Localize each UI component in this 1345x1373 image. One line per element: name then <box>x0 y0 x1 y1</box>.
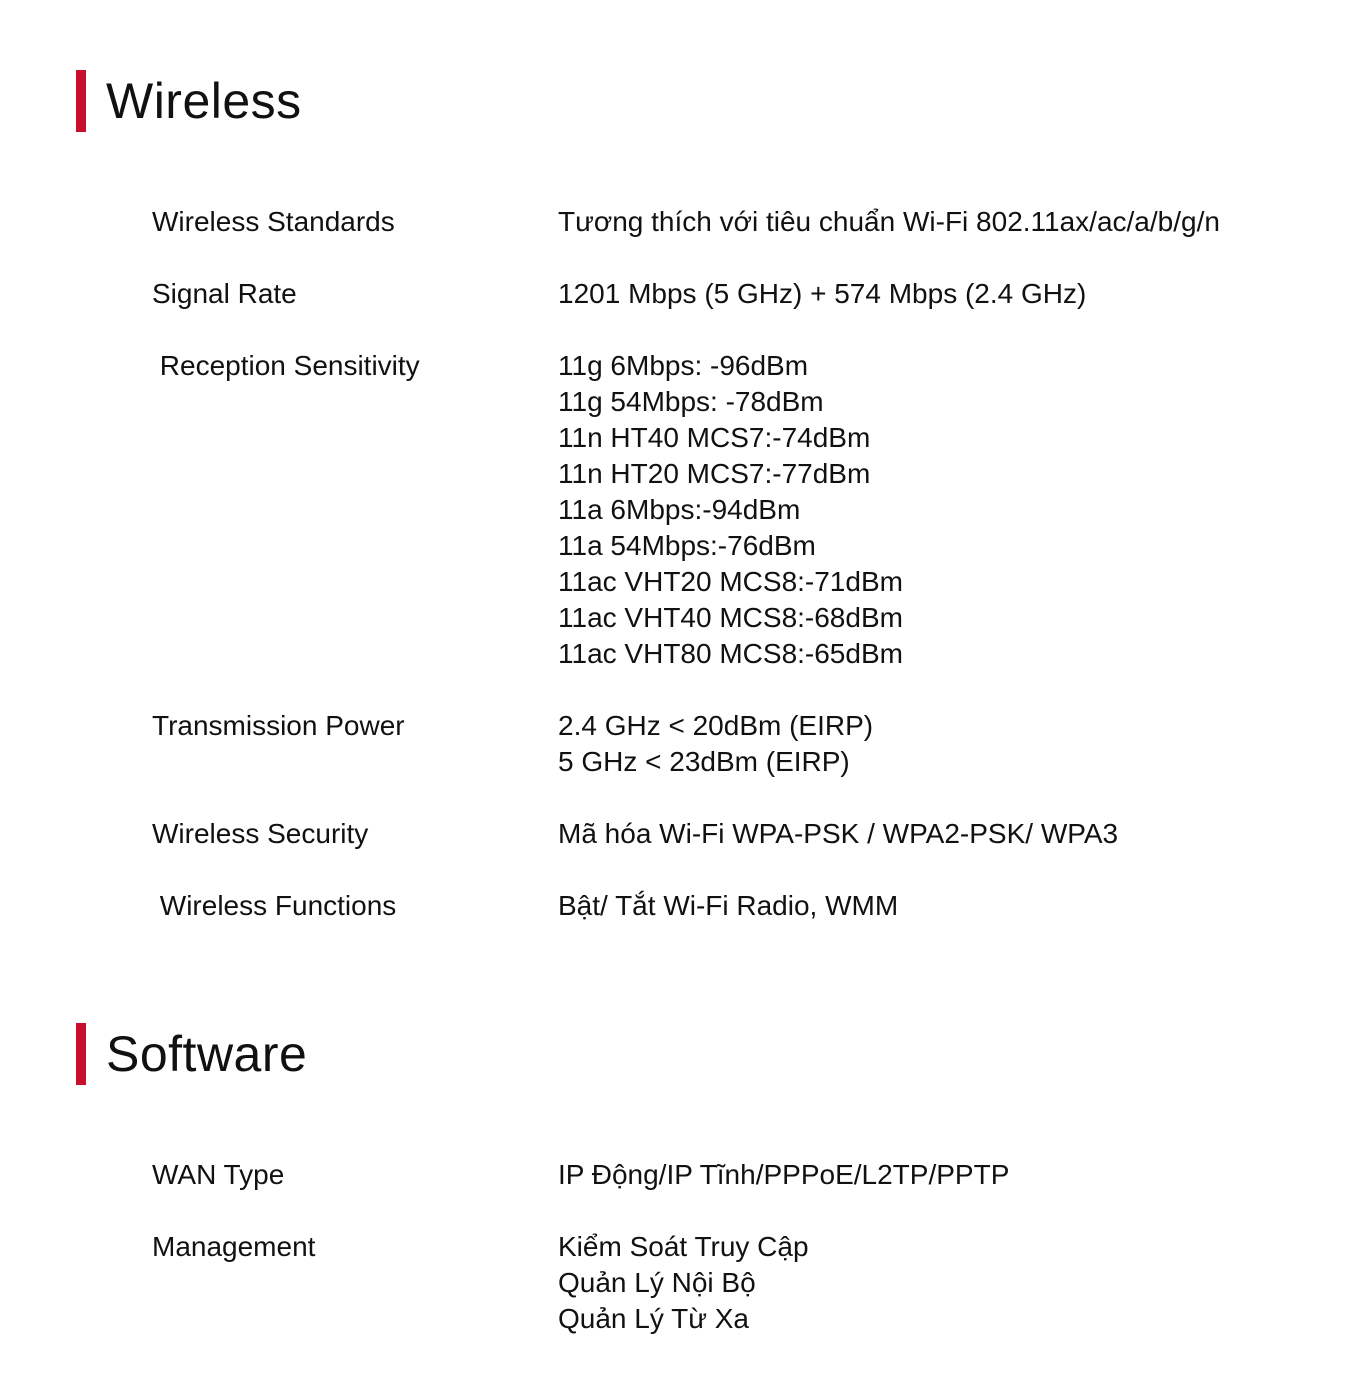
spec-values <box>558 204 1332 240</box>
spec-table-wireless <box>152 204 1332 960</box>
spec-values <box>558 348 1332 672</box>
spec-value: 1201 Mbps (5 GHz) + 574 Mbps (2.4 GHz) <box>558 278 1087 309</box>
spec-label: WAN Type <box>152 1159 285 1190</box>
spec-row-wan-type <box>152 1157 1332 1193</box>
spec-value: Quản Lý Từ Xa <box>558 1303 749 1334</box>
spec-value: 11n HT20 MCS7:-77dBm <box>558 458 871 489</box>
spec-label: Wireless Security <box>152 818 369 849</box>
spec-label: Wireless Functions <box>152 890 397 921</box>
section-header-software <box>76 1023 307 1085</box>
spec-value: 5 GHz < 23dBm (EIRP) <box>558 746 850 777</box>
spec-label: Signal Rate <box>152 278 297 309</box>
section-title-software: Software <box>106 1026 308 1082</box>
spec-row-wireless-functions <box>152 888 1332 924</box>
spec-value: Kiểm Soát Truy Cập <box>558 1231 809 1262</box>
spec-label: Wireless Standards <box>152 206 395 237</box>
spec-value: 11ac VHT40 MCS8:-68dBm <box>558 602 903 633</box>
spec-row-management <box>152 1229 1332 1337</box>
spec-value: Tương thích với tiêu chuẩn Wi-Fi 802.11ax/ac/a/b/g/n <box>558 206 1220 237</box>
spec-value: 11ac VHT80 MCS8:-65dBm <box>558 638 903 669</box>
section-title-wireless: Wireless <box>106 73 302 129</box>
spec-value: 2.4 GHz < 20dBm (EIRP) <box>558 710 874 741</box>
spec-value: 11n HT40 MCS7:-74dBm <box>558 422 871 453</box>
spec-values <box>558 708 1332 780</box>
spec-value: Quản Lý Nội Bộ <box>558 1267 756 1298</box>
spec-value: Bật/ Tắt Wi-Fi Radio, WMM <box>558 890 899 921</box>
spec-values <box>558 1229 1332 1337</box>
spec-label: Transmission Power <box>152 710 405 741</box>
spec-table-software <box>152 1157 1332 1373</box>
spec-value: Mã hóa Wi-Fi WPA-PSK / WPA2-PSK/ WPA3 <box>558 818 1119 849</box>
spec-label: Management <box>152 1231 316 1262</box>
spec-value: 11g 54Mbps: -78dBm <box>558 386 824 417</box>
section-accent-bar <box>76 70 86 132</box>
spec-value: 11ac VHT20 MCS8:-71dBm <box>558 566 903 597</box>
spec-row-signal-rate <box>152 276 1332 312</box>
spec-row-wireless-security <box>152 816 1332 852</box>
spec-value: 11a 6Mbps:-94dBm <box>558 494 801 525</box>
spec-value: 11a 54Mbps:-76dBm <box>558 530 816 561</box>
spec-row-wireless-standards <box>152 204 1332 240</box>
spec-label: Reception Sensitivity <box>152 350 420 381</box>
spec-row-reception-sensitivity <box>152 348 1332 672</box>
section-header-wireless <box>76 70 302 132</box>
section-accent-bar <box>76 1023 86 1085</box>
spec-values <box>558 816 1332 852</box>
spec-row-transmission-power <box>152 708 1332 780</box>
spec-value: IP Động/IP Tĩnh/PPPoE/L2TP/PPTP <box>558 1159 1010 1190</box>
spec-values <box>558 888 1332 924</box>
spec-value: 11g 6Mbps: -96dBm <box>558 350 809 381</box>
spec-values <box>558 276 1332 312</box>
spec-values <box>558 1157 1332 1193</box>
